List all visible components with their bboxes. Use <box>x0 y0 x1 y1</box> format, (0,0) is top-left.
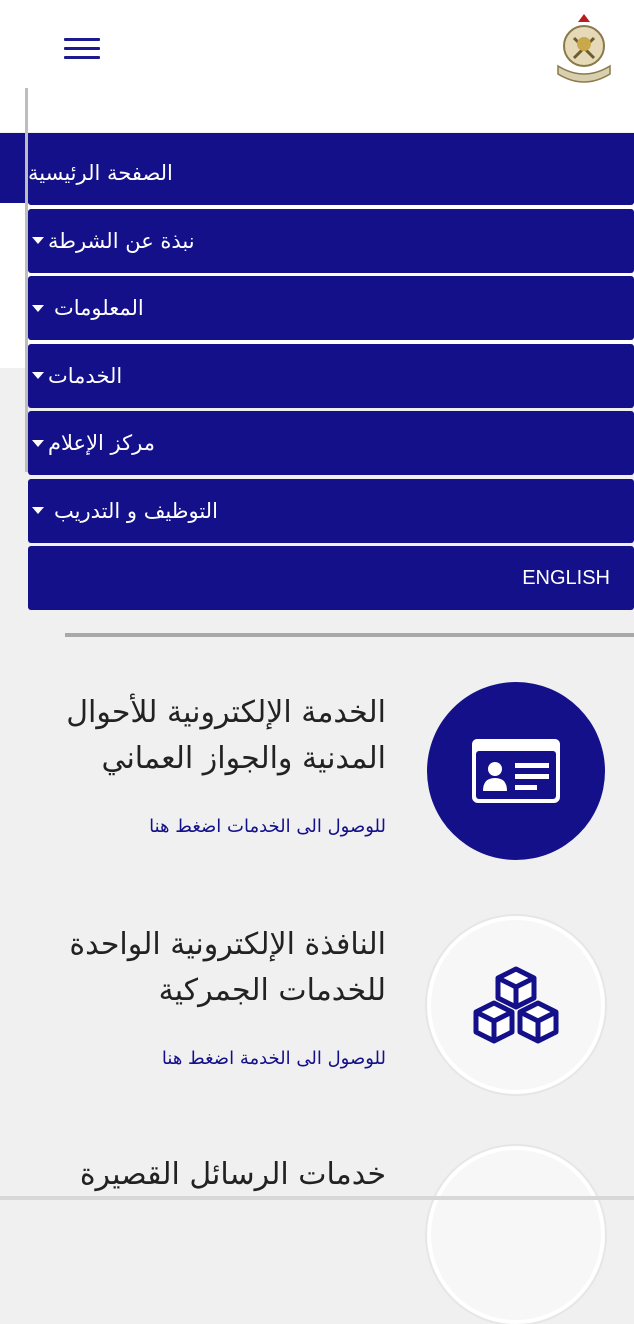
service-link[interactable]: للوصول الى الخدمة اضغط هنا <box>161 1048 386 1069</box>
menu-item-media-center[interactable] <box>28 411 634 475</box>
menu-item-label: الصفحة الرئيسية <box>28 161 173 185</box>
app-header <box>0 0 634 132</box>
service-link[interactable]: للوصول الى الخدمات اضغط هنا <box>149 816 386 837</box>
service-title <box>46 922 386 1014</box>
menu-item-employment-training[interactable] <box>28 479 634 543</box>
royal-oman-police-logo <box>552 10 616 90</box>
service-title-line: النافذة الإلكترونية الواحدة <box>69 927 386 962</box>
navigation-menu <box>28 141 634 614</box>
menu-item-information[interactable] <box>28 276 634 340</box>
menu-item-label: نبذة عن الشرطة <box>48 228 195 253</box>
service-customs-window <box>0 922 634 1102</box>
service-title-line: للخدمات الجمركية <box>158 973 386 1008</box>
menu-item-english[interactable] <box>28 546 634 610</box>
section-divider <box>65 633 634 637</box>
menu-item-label: مركز الإعلام <box>48 431 155 455</box>
service-title-line: خدمات الرسائل القصيرة <box>79 1157 386 1192</box>
bottom-edge <box>0 1196 634 1200</box>
service-title <box>46 1152 386 1198</box>
boxes-icon <box>466 965 566 1045</box>
service-icon-circle[interactable] <box>427 682 605 860</box>
service-title-line: المدنية والجواز العماني <box>101 741 386 776</box>
service-icon-circle[interactable] <box>427 916 605 1094</box>
caret-down-icon <box>32 440 44 447</box>
menu-item-label: الخدمات <box>48 363 123 388</box>
caret-down-icon <box>32 305 44 312</box>
menu-item-home[interactable] <box>28 141 634 205</box>
service-title-line: الخدمة الإلكترونية للأحوال <box>66 695 386 730</box>
menu-item-services[interactable] <box>28 344 634 408</box>
hamburger-menu-icon[interactable] <box>64 34 102 64</box>
menu-item-about[interactable] <box>28 209 634 273</box>
service-sms <box>0 1152 634 1200</box>
caret-down-icon <box>32 372 44 379</box>
service-civil-status <box>0 690 634 870</box>
menu-item-label: المعلومات <box>54 296 144 320</box>
service-title <box>46 690 386 782</box>
menu-item-label: ENGLISH <box>522 566 610 589</box>
caret-down-icon <box>32 237 44 244</box>
caret-down-icon <box>32 507 44 514</box>
menu-item-label: التوظيف و التدريب <box>54 498 218 523</box>
service-icon-circle[interactable] <box>427 1146 605 1324</box>
id-card-icon <box>469 736 563 806</box>
